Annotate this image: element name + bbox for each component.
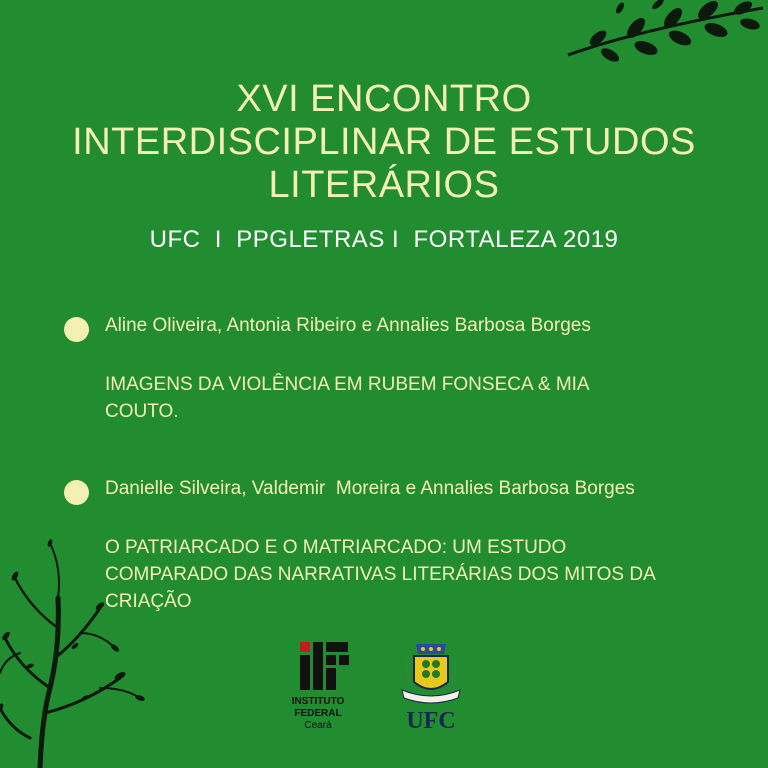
entry-authors: Aline Oliveira, Antonia Ribeiro e Annalies Barbosa Borges	[105, 315, 591, 336]
work-line: IMAGENS DA VIOLÊNCIA EM RUBEM FONSECA & MIA	[105, 374, 590, 395]
if-name: INSTITUTO	[291, 696, 345, 707]
work-line: COUTO.	[105, 401, 179, 422]
work-line: COMPARADO DAS NARRATIVAS LITERÁRIAS DOS MITOS DA	[105, 564, 656, 585]
entry-work-title	[105, 371, 745, 425]
title-line: XVI ENCONTRO	[236, 78, 532, 120]
if-name: FEDERAL	[294, 708, 342, 719]
logos	[270, 640, 470, 750]
bullet-dot-icon	[64, 480, 89, 505]
bullet-dot-icon	[64, 317, 89, 342]
work-line: CRIAÇÃO	[105, 591, 192, 612]
ufc-logo-text: UFC	[406, 708, 456, 734]
if-state: Ceará	[304, 720, 332, 731]
event-subtitle: UFC I PPGLETRAS I FORTALEZA 2019	[149, 226, 619, 253]
ufc-crest-icon	[398, 640, 464, 750]
title-line: LITERÁRIOS	[268, 164, 500, 206]
entry-authors: Danielle Silveira, Valdemir Moreira e Annalies Barbosa Borges	[105, 478, 635, 499]
title-line: INTERDISCIPLINAR DE ESTUDOS	[72, 121, 696, 163]
leaf-branch-icon	[558, 0, 768, 70]
event-title	[0, 78, 768, 207]
work-line: O PATRIARCADO E O MATRIARCADO: UM ESTUDO	[105, 537, 567, 558]
entry-work-title	[105, 534, 745, 615]
if-logo-text	[270, 696, 366, 732]
